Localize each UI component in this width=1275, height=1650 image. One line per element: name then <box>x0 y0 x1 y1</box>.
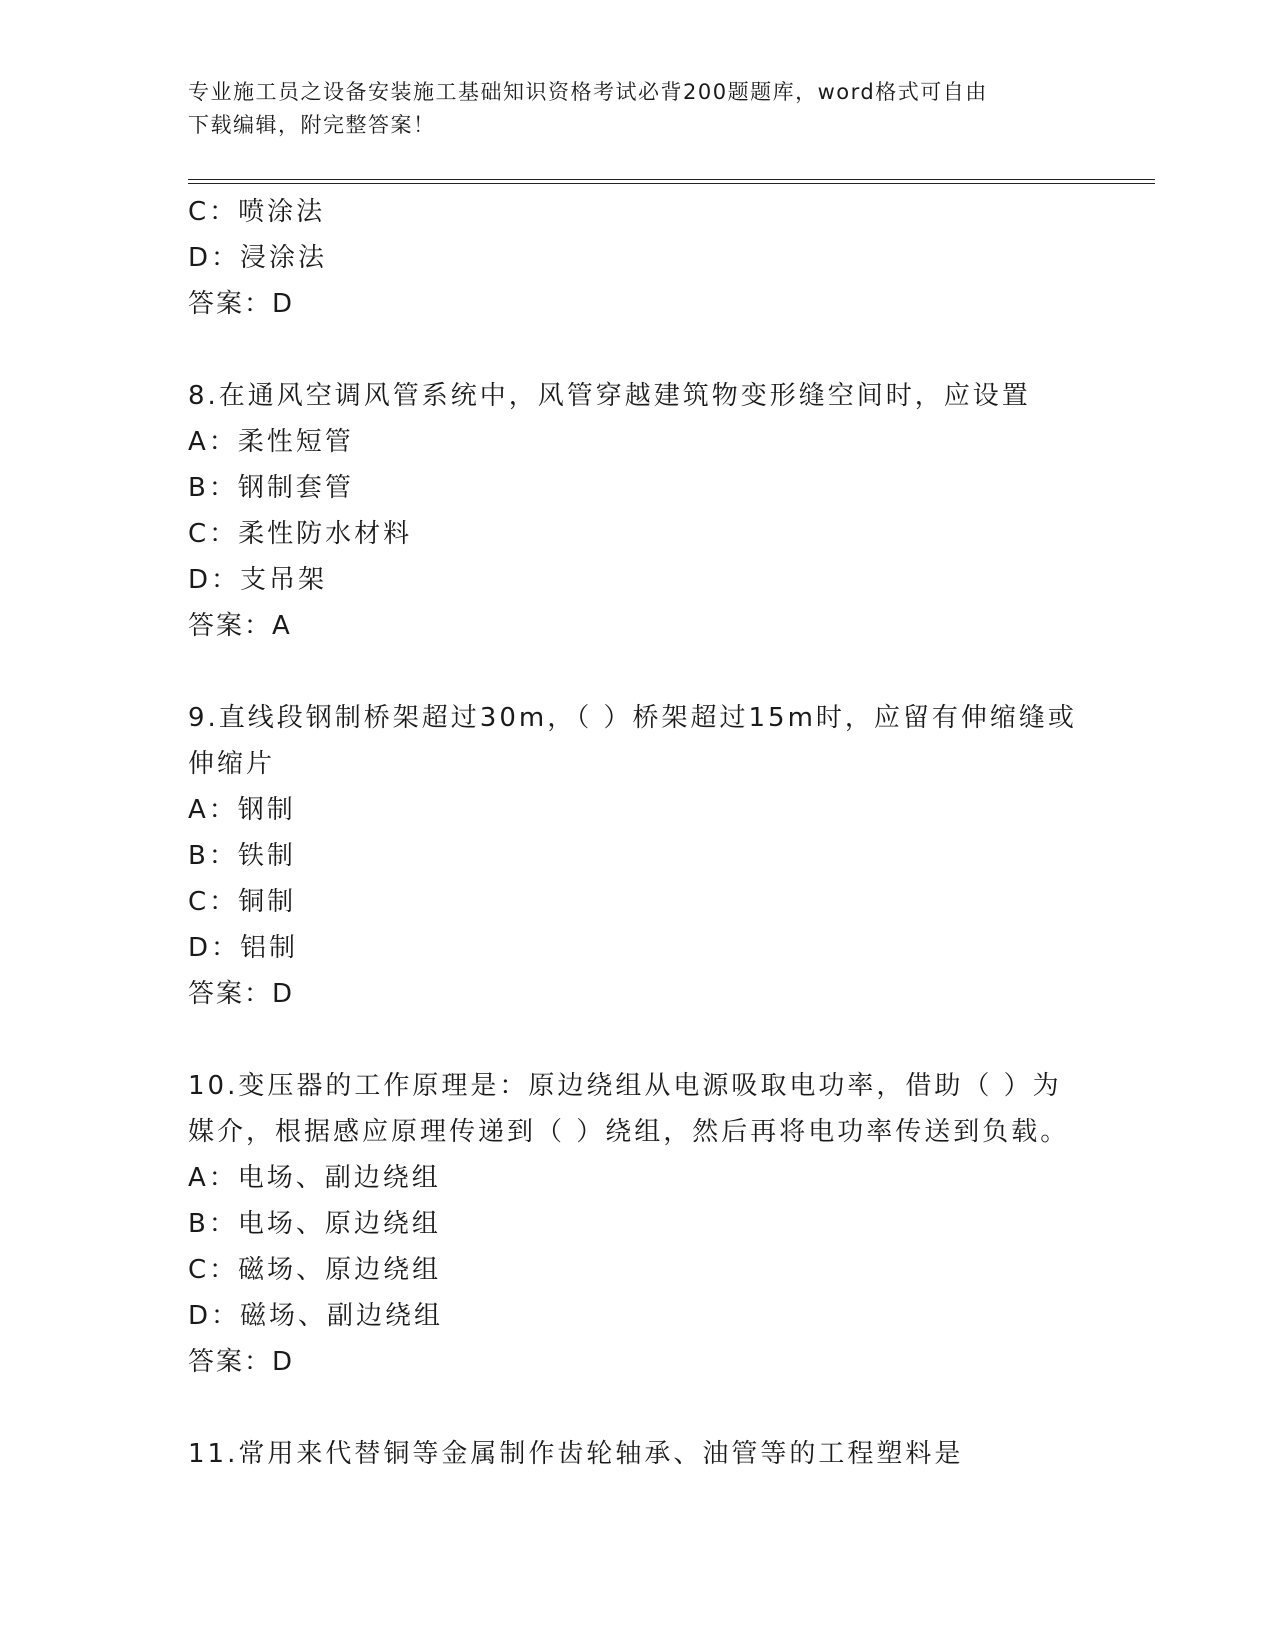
question-10 <box>188 1063 1088 1385</box>
option-d: D：铝制 <box>188 933 299 963</box>
spacer <box>188 1385 1088 1431</box>
question-text: 8.在通风空调风管系统中，风管穿越建筑物变形缝空间时，应设置 <box>188 381 1031 411</box>
question-8 <box>188 373 1088 649</box>
question-11 <box>188 1431 1088 1477</box>
option-b: B：钢制套管 <box>188 473 354 503</box>
question-7-tail <box>188 189 1088 327</box>
option-a: A：钢制 <box>188 795 296 825</box>
option-c: C：喷涂法 <box>188 197 326 227</box>
question-text-line-1: 10.变压器的工作原理是：原边绕组从电源吸取电功率，借助（ ）为 <box>188 1071 1062 1101</box>
question-content <box>188 189 1088 1477</box>
header-line-1: 专业施工员之设备安装施工基础知识资格考试必背200题题库，word格式可自由 <box>188 80 988 104</box>
question-text-line-2: 媒介，根据感应原理传递到（ ）绕组，然后再将电功率传送到负载。 <box>188 1117 1070 1147</box>
header-divider-top <box>188 179 1155 180</box>
spacer <box>188 649 1088 695</box>
option-a: A：电场、副边绕组 <box>188 1163 441 1193</box>
question-text-line-1: 9.直线段钢制桥架超过30m，（ ）桥架超过15m时，应留有伸缩缝或 <box>188 703 1077 733</box>
option-d: D：磁场、副边绕组 <box>188 1301 444 1331</box>
spacer <box>188 1017 1088 1063</box>
option-c: C：柔性防水材料 <box>188 519 413 549</box>
answer-line: 答案：D <box>188 289 295 319</box>
page-header <box>188 76 1088 142</box>
question-text: 11.常用来代替铜等金属制作齿轮轴承、油管等的工程塑料是 <box>188 1439 964 1469</box>
option-d: D：支吊架 <box>188 565 328 595</box>
question-text-line-2: 伸缩片 <box>188 749 276 779</box>
option-b: B：铁制 <box>188 841 296 871</box>
option-c: C：磁场、原边绕组 <box>188 1255 442 1285</box>
option-c: C：铜制 <box>188 887 297 917</box>
answer-line: 答案：D <box>188 979 295 1009</box>
header-divider-bottom <box>188 183 1155 184</box>
answer-line: 答案：D <box>188 1347 295 1377</box>
question-9 <box>188 695 1088 1017</box>
answer-line: 答案：A <box>188 611 292 641</box>
spacer <box>188 327 1088 373</box>
option-b: B：电场、原边绕组 <box>188 1209 441 1239</box>
header-line-2: 下载编辑，附完整答案！ <box>188 113 436 137</box>
option-d: D：浸涂法 <box>188 243 328 273</box>
option-a: A：柔性短管 <box>188 427 354 457</box>
